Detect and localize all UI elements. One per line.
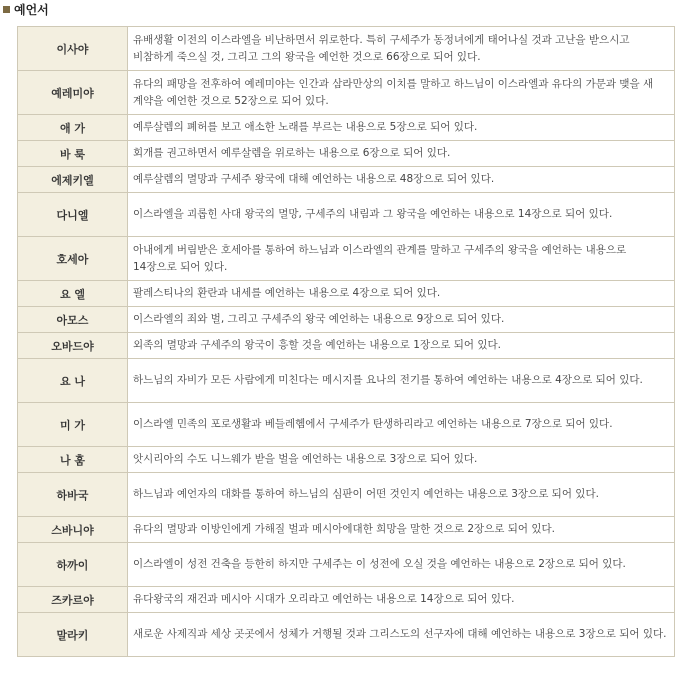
- table-row: [18, 359, 675, 403]
- book-name: 바 룩: [18, 141, 128, 167]
- book-description: 유다왕국의 재건과 메시아 시대가 오리라고 예언하는 내용으로 14장으로 되어 있다.: [128, 587, 675, 613]
- book-description: 유배생활 이전의 이스라엘을 비난하면서 위로한다. 특히 구세주가 동정녀에게 태어나실 것과 고난을 받으시고 비참하게 죽으실 것, 그리고 그의 왕국을 예언한 것으로 66장으로 되어 있다.: [128, 27, 675, 71]
- table-row: [18, 403, 675, 447]
- book-description: 예루살렘의 폐허를 보고 애소한 노래를 부르는 내용으로 5장으로 되어 있다.: [128, 115, 675, 141]
- table-row: [18, 71, 675, 115]
- book-name: 스바니야: [18, 517, 128, 543]
- table-row: [18, 517, 675, 543]
- book-name: 이사야: [18, 27, 128, 71]
- section-header: [3, 1, 49, 17]
- book-name: 예레미야: [18, 71, 128, 115]
- table-row: [18, 237, 675, 281]
- book-name: 다니엘: [18, 193, 128, 237]
- book-description: 앗시리아의 수도 니느웨가 받을 벌을 예언하는 내용으로 3장으로 되어 있다.: [128, 447, 675, 473]
- table-row: [18, 167, 675, 193]
- book-name: 미 가: [18, 403, 128, 447]
- books-table-body: [18, 27, 675, 657]
- book-name: 애 가: [18, 115, 128, 141]
- book-description: 하느님의 자비가 모든 사람에게 미친다는 메시지를 요나의 전기를 통하여 예언하는 내용으로 4장으로 되어 있다.: [128, 359, 675, 403]
- table-row: [18, 27, 675, 71]
- book-description: 아내에게 버림받은 호세아를 통하여 하느님과 이스라엘의 관계를 말하고 구세주의 왕국을 예언하는 내용으로 14장으로 되어 있다.: [128, 237, 675, 281]
- book-description: 팔레스티나의 환란과 내세를 예언하는 내용으로 4장으로 되어 있다.: [128, 281, 675, 307]
- table-row: [18, 115, 675, 141]
- book-name: 아모스: [18, 307, 128, 333]
- table-row: [18, 613, 675, 657]
- book-description: 외족의 멸망과 구세주의 왕국이 흥할 것을 예언하는 내용으로 1장으로 되어 있다.: [128, 333, 675, 359]
- book-description: 새로운 사제직과 세상 곳곳에서 성체가 거행될 것과 그리스도의 선구자에 대해 예언하는 내용으로 3장으로 되어 있다.: [128, 613, 675, 657]
- table-row: [18, 193, 675, 237]
- table-row: [18, 281, 675, 307]
- book-name: 에제키엘: [18, 167, 128, 193]
- book-name: 하까이: [18, 543, 128, 587]
- book-name: 즈카르야: [18, 587, 128, 613]
- table-row: [18, 447, 675, 473]
- book-description: 이스라엘의 죄와 벌, 그리고 구세주의 왕국 예언하는 내용으로 9장으로 되어 있다.: [128, 307, 675, 333]
- book-name: 요 엘: [18, 281, 128, 307]
- book-name: 오바드야: [18, 333, 128, 359]
- table-row: [18, 307, 675, 333]
- books-table: [17, 26, 675, 657]
- book-name: 하바국: [18, 473, 128, 517]
- table-row: [18, 543, 675, 587]
- book-description: 유다의 멸망과 이방인에게 가해질 벌과 메시아에대한 희망을 말한 것으로 2장으로 되어 있다.: [128, 517, 675, 543]
- table-row: [18, 587, 675, 613]
- book-name: 요 나: [18, 359, 128, 403]
- book-description: 유다의 패망을 전후하여 예레미야는 인간과 삼라만상의 이치를 말하고 하느님이 이스라엘과 유다의 가문과 맺을 새 계약을 예언한 것으로 52장으로 되어 있다.: [128, 71, 675, 115]
- book-description: 이스라엘을 괴롭힌 사대 왕국의 멸망, 구세주의 내림과 그 왕국을 예언하는 내용으로 14장으로 되어 있다.: [128, 193, 675, 237]
- section-title: 예언서: [14, 2, 49, 17]
- book-description: 이스라엘이 성전 건축을 등한히 하지만 구세주는 이 성전에 오실 것을 예언하는 내용으로 2장으로 되어 있다.: [128, 543, 675, 587]
- table-row: [18, 141, 675, 167]
- bullet-square-icon: [3, 6, 10, 13]
- table-row: [18, 473, 675, 517]
- book-name: 말라키: [18, 613, 128, 657]
- book-name: 호세아: [18, 237, 128, 281]
- book-description: 이스라엘 민족의 포로생활과 베들레헴에서 구세주가 탄생하리라고 예언하는 내용으로 7장으로 되어 있다.: [128, 403, 675, 447]
- book-description: 예루살렘의 멸망과 구세주 왕국에 대해 예언하는 내용으로 48장으로 되어 있다.: [128, 167, 675, 193]
- book-description: 하느님과 예언자의 대화를 통하여 하느님의 심판이 어떤 것인지 예언하는 내용으로 3장으로 되어 있다.: [128, 473, 675, 517]
- book-description: 회개를 권고하면서 예루살렘을 위로하는 내용으로 6장으로 되어 있다.: [128, 141, 675, 167]
- book-name: 나 훔: [18, 447, 128, 473]
- table-row: [18, 333, 675, 359]
